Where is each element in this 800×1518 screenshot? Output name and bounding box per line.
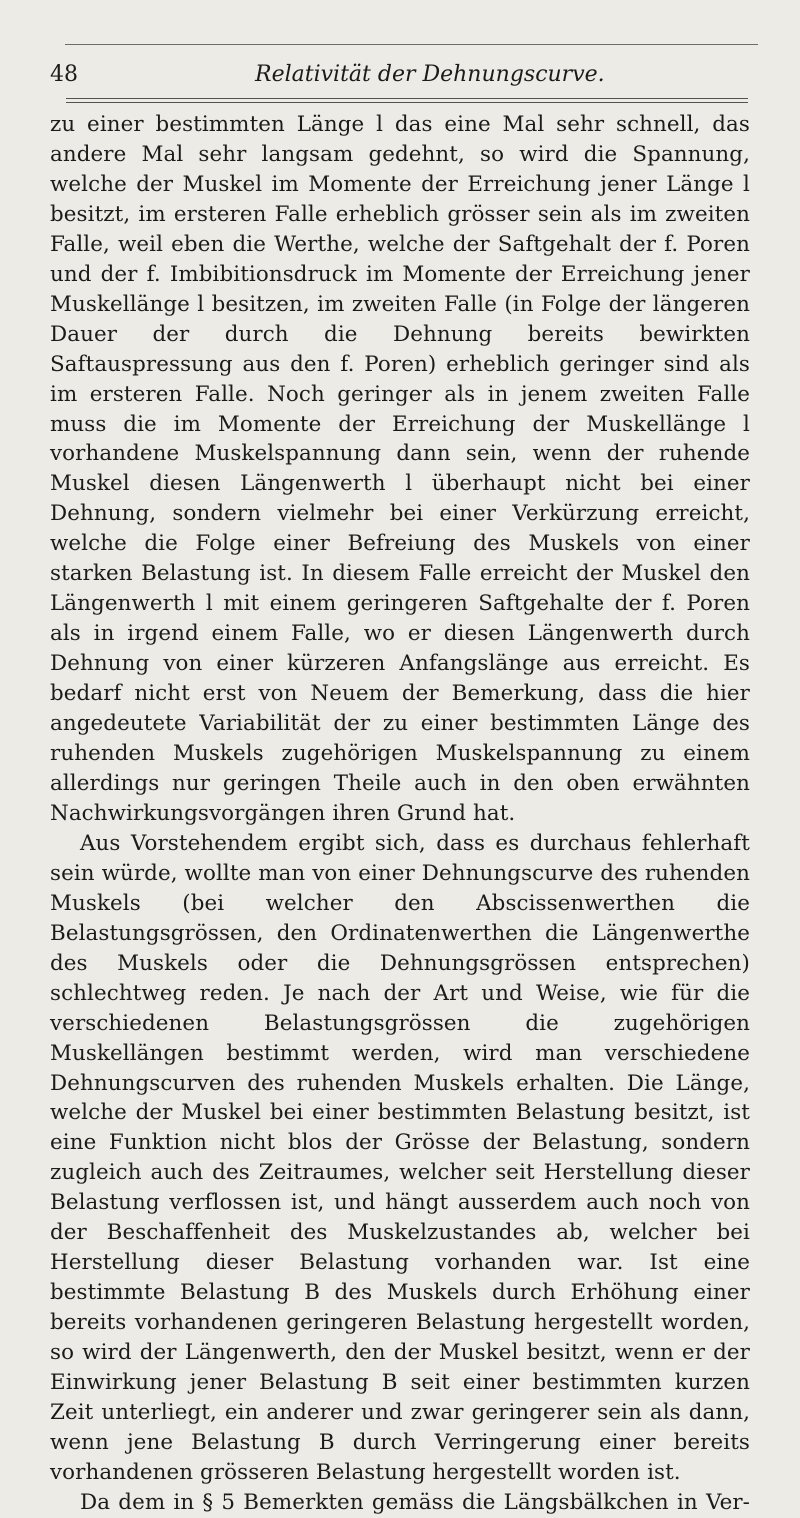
header-rule (66, 98, 748, 103)
body-text (50, 110, 750, 1518)
book-page (50, 0, 750, 1515)
page-number: 48 (50, 62, 78, 87)
top-page-edge-line (65, 44, 758, 45)
running-head: Relativität der Dehnungscurve. (255, 62, 605, 87)
paragraph-2: Aus Vorstehendem ergibt sich, dass es durchaus fehlerhaft sein würde, wollte man von einer Dehnungscurve des ruhenden Muskels (bei welcher den Abscissenwerthen die Belastungsgrössen, den Ordinatenwerthen die Längenwerthe des Muskels oder die Dehnungsgrössen entsprechen) schlechtweg reden. Je nach der Art und Weise, wie für die verschiedenen Belastungsgrössen die zugehörigen Muskellängen bestimmt werden, wird man verschiedene Dehnungscurven des ruhenden Muskels erhalten. Die Länge, welche der Muskel bei einer bestimmten Belastung besitzt, ist eine Funktion nicht blos der Grösse der Belastung, sondern zugleich auch des Zeitraumes, welcher seit Herstellung dieser Belastung verflossen ist, und hängt ausserdem auch noch von der Beschaffenheit des Muskelzustandes ab, welcher bei Herstellung dieser Belastung vorhanden war. Ist eine bestimmte Belastung B des Muskels durch Erhöhung einer bereits vorhandenen geringeren Belastung hergestellt worden, so wird der Längenwerth, den der Muskel besitzt, wenn er der Einwirkung jener Belastung B seit einer bestimmten kurzen Zeit unterliegt, ein anderer und zwar geringerer sein als dann, wenn jene Belastung B durch Verringerung einer bereits vorhandenen grösseren Belastung hergestellt worden ist. (50, 830, 750, 1485)
paragraph-1: zu einer bestimmten Länge l das eine Mal sehr schnell, das andere Mal sehr langsam gedehnt, so wird die Spannung, welche der Muskel im Momente der Erreichung jener Länge l besitzt, im ersteren Falle erheblich grösser sein als im zweiten Falle, weil eben die Werthe, welche der Saftgehalt der f. Poren und der f. Imbibitionsdruck im Momente der Erreichung jener Muskellänge l besitzen, im zweiten Falle (in Folge der längeren Dauer der durch die Dehnung bereits bewirkten Saftauspressung aus den f. Poren) erheblich geringer sind als im ersteren Falle. Noch geringer als in jenem zweiten Falle muss die im Momente der Erreichung der Muskellänge l vorhandene Muskelspannung dann sein, wenn der ruhende Muskel diesen Längenwerth l überhaupt nicht bei einer Dehnung, sondern vielmehr bei einer Verkürzung erreicht, welche die Folge einer Befreiung des Muskels von einer starken Belastung ist. In diesem Falle erreicht der Muskel den Längenwerth l mit einem geringeren Saftgehalte der f. Poren als in irgend einem Falle, wo er diesen Längenwerth durch Dehnung von einer kürzeren Anfangslänge aus erreicht. Es bedarf nicht erst von Neuem der Bemerkung, dass die hier angedeutete Variabilität der zu einer bestimmten Länge des ruhenden Muskels zugehörigen Muskelspannung zu einem allerdings nur geringen Theile auch in den oben erwähnten Nachwirkungsvorgängen ihren Grund hat. (50, 112, 750, 826)
paragraph-3: Da dem in § 5 Bemerkten gemäss die Längsbälkchen in Ver- (80, 1489, 750, 1515)
page-header (50, 58, 750, 92)
